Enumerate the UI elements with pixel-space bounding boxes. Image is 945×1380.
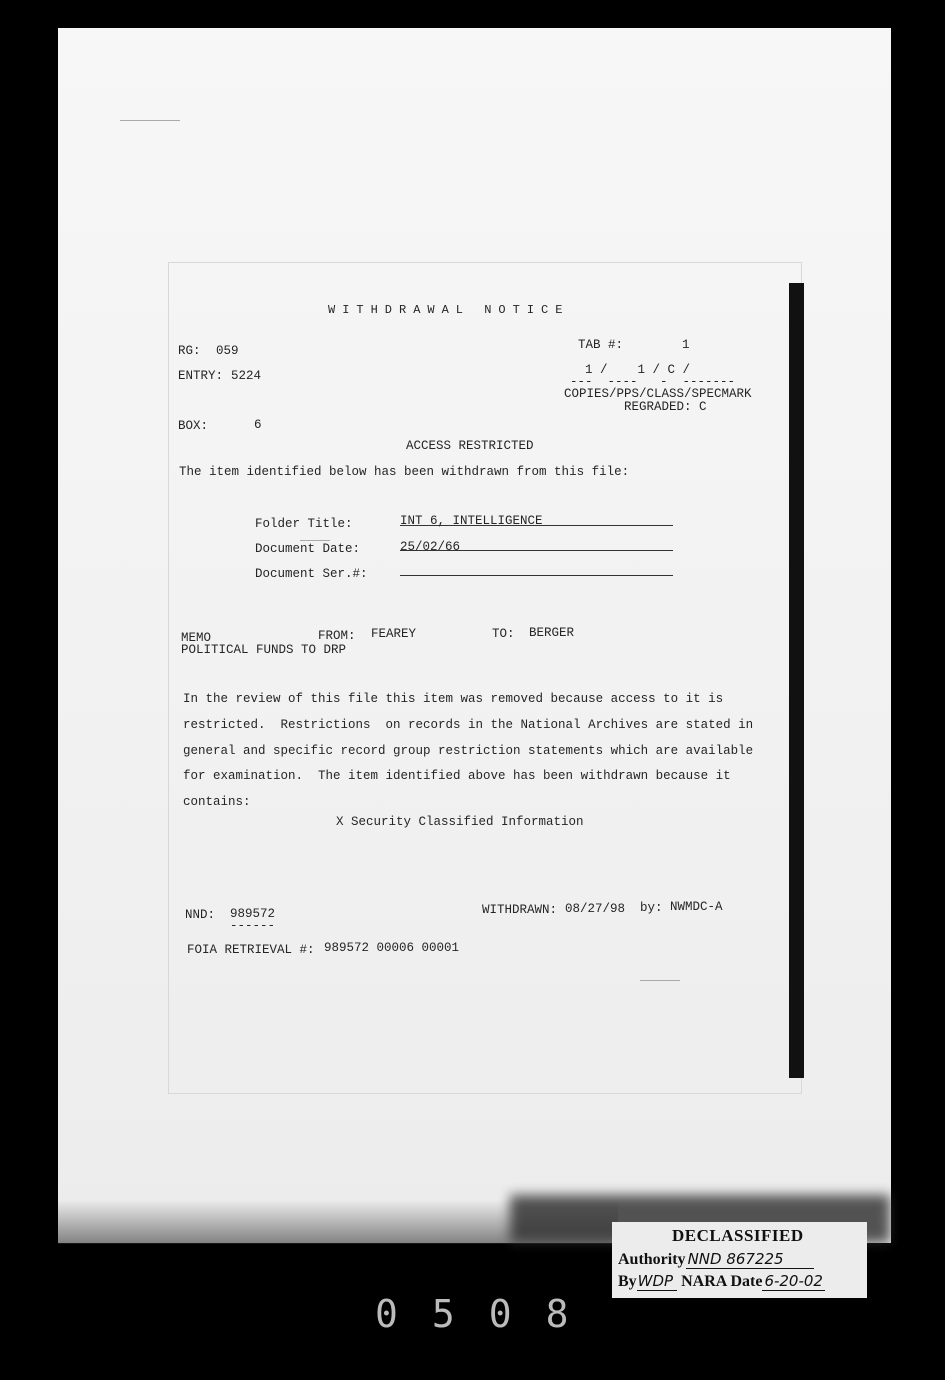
rg-value: 059 xyxy=(216,344,239,358)
scratch-mark xyxy=(120,120,180,121)
from-label: FROM: xyxy=(318,629,356,643)
body-line: contains: xyxy=(183,795,251,809)
field-underline xyxy=(400,549,673,551)
foia-value: 989572 00006 00001 xyxy=(324,941,460,955)
foia-label: FOIA RETRIEVAL #: xyxy=(187,943,315,957)
memo-subject: POLITICAL FUNDS TO DRP xyxy=(181,643,347,657)
copies-header: COPIES/PPS/CLASS/SPECMARK xyxy=(564,387,752,401)
stamp-authority-label: Authority xyxy=(618,1251,686,1268)
field-underline xyxy=(400,524,673,526)
scratch-mark xyxy=(640,980,680,981)
folder-title-value: INT 6, INTELLIGENCE xyxy=(400,514,543,528)
regraded: REGRADED: C xyxy=(624,400,707,414)
tab-label: TAB #: xyxy=(578,338,624,352)
box-label: BOX: xyxy=(178,419,209,433)
folder-title-label: Folder Title: xyxy=(255,517,353,531)
withdrawn-by-label: by: xyxy=(640,901,663,915)
nnd-dashes: ------ xyxy=(230,919,276,933)
from-value: FEAREY xyxy=(371,627,417,641)
tab-value: 1 xyxy=(682,338,690,352)
body-line: In the review of this file this item was removed because access to it is xyxy=(183,692,724,706)
withdrawn-by-value: NWMDC-A xyxy=(670,900,723,914)
body-line: general and specific record group restriction statements which are available xyxy=(183,744,754,758)
nnd-label: NND: xyxy=(185,908,216,922)
copies-dashes: --- ---- - ------- xyxy=(570,375,736,389)
body-line: for examination. The item identified above has been withdrawn because it xyxy=(183,769,731,783)
intro-text: The item identified below has been withdrawn from this file: xyxy=(179,465,630,479)
declassified-stamp xyxy=(612,1222,867,1298)
stamp-by-label: By xyxy=(618,1273,637,1290)
to-label: TO: xyxy=(492,627,515,641)
frame-number: 0508 xyxy=(375,1292,603,1336)
rg-label: RG: xyxy=(178,344,201,358)
box-value: 6 xyxy=(254,418,262,432)
redaction-bar xyxy=(789,283,804,1078)
field-underline xyxy=(400,574,673,576)
stamp-authority xyxy=(618,1250,814,1269)
withdrawn-label: WITHDRAWN: xyxy=(482,903,558,917)
nnd-value: 989572 xyxy=(230,907,276,921)
stamp-heading: DECLASSIFIED xyxy=(672,1226,804,1245)
document-date-label: Document Date: xyxy=(255,542,361,556)
memo-label: MEMO xyxy=(181,631,212,645)
document-date-value: 25/02/66 xyxy=(400,540,461,554)
stamp-nara-date-label: NARA Date xyxy=(681,1273,763,1290)
scratch-mark xyxy=(300,540,330,541)
withdrawal-reason: X Security Classified Information xyxy=(336,815,584,829)
stamp-nara-date-value: 6-20-02 xyxy=(764,1272,823,1290)
access-restricted: ACCESS RESTRICTED xyxy=(406,439,534,453)
stamp-by-line xyxy=(618,1272,825,1291)
entry-label: ENTRY: xyxy=(178,369,224,383)
notice-title: WITHDRAWAL NOTICE xyxy=(328,303,570,317)
entry-value: 5224 xyxy=(231,369,262,383)
stamp-by-value: WDP xyxy=(637,1272,677,1291)
document-ser-label: Document Ser.#: xyxy=(255,567,368,581)
copies-values: 1 / 1 / C / xyxy=(585,363,691,377)
withdrawn-value: 08/27/98 xyxy=(565,902,626,916)
to-value: BERGER xyxy=(529,626,575,640)
body-line: restricted. Restrictions on records in the National Archives are stated in xyxy=(183,718,754,732)
stamp-authority-value: NND 867225 xyxy=(686,1250,814,1269)
